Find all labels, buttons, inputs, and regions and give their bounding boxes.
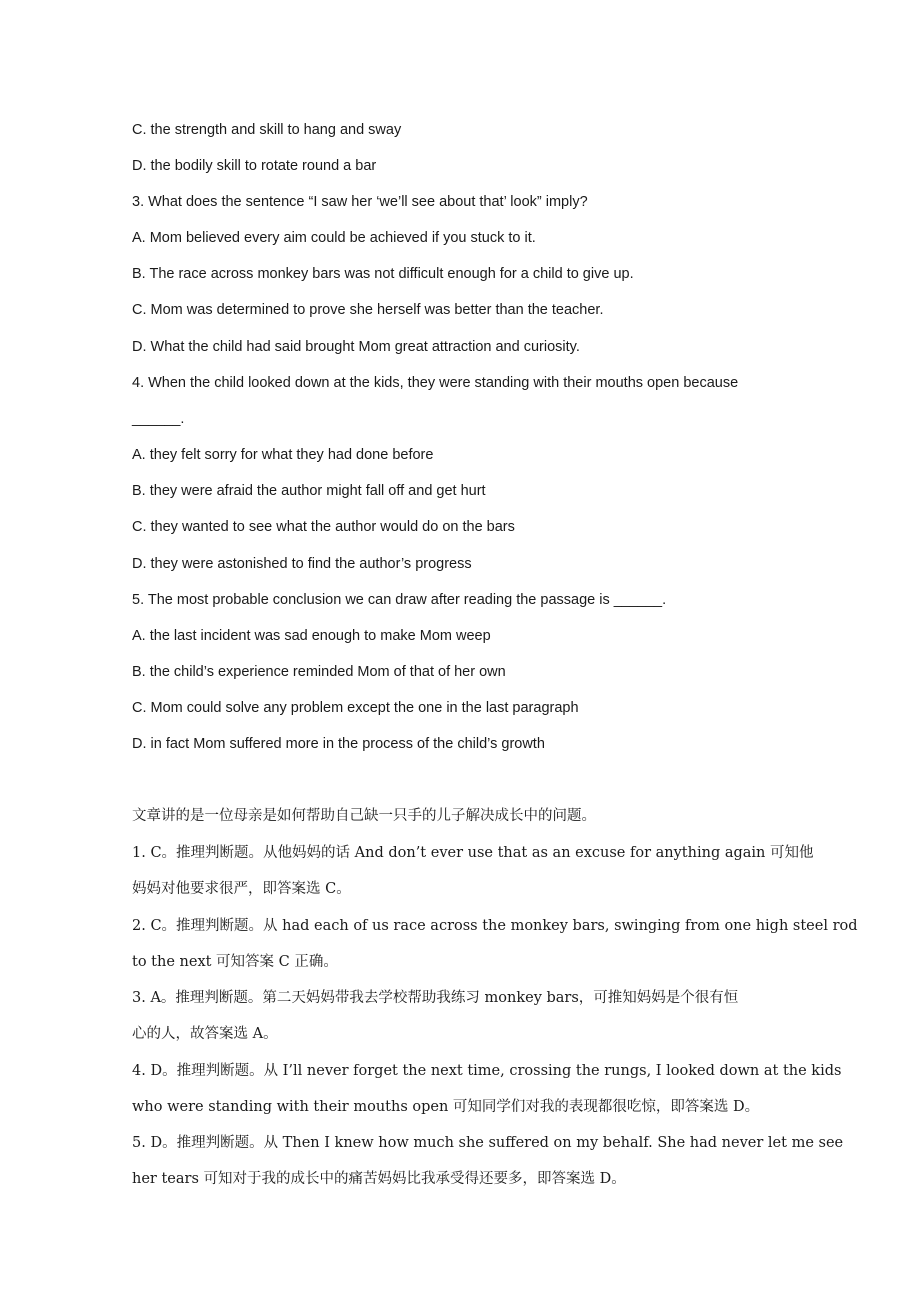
answer-4-line-1: 4. D。推理判断题。从 I’ll never forget the next time, crossing the rungs, I looked down at the kids	[132, 1063, 842, 1079]
q3-option-a: A. Mom believed every aim could be achieved if you stuck to it.	[132, 230, 536, 246]
q3-stem: 3. What does the sentence “I saw her ‘we’ll see about that’ look” imply?	[132, 194, 588, 210]
answer-5-line-2: her tears 可知对于我的成长中的痛苦妈妈比我承受得还要多，即答案选 D。	[132, 1171, 626, 1187]
q3-option-d: D. What the child had said brought Mom great attraction and curiosity.	[132, 339, 580, 355]
q3-option-c: C. Mom was determined to prove she herself was better than the teacher.	[132, 302, 604, 318]
q4-option-c: C. they wanted to see what the author would do on the bars	[132, 519, 515, 535]
q4-option-a: A. they felt sorry for what they had done before	[132, 447, 434, 463]
q5-option-c: C. Mom could solve any problem except the one in the last paragraph	[132, 700, 579, 716]
q3-option-b: B. The race across monkey bars was not difficult enough for a child to give up.	[132, 266, 634, 282]
answer-3-line-2: 心的人，故答案选 A。	[132, 1026, 278, 1042]
q2-option-d: D. the bodily skill to rotate round a bar	[132, 158, 377, 174]
answer-5-line-1: 5. D。推理判断题。从 Then I knew how much she suffered on my behalf. She had never let me see	[132, 1135, 844, 1151]
q4-stem: 4. When the child looked down at the kids, they were standing with their mouths open because	[132, 375, 739, 391]
q2-option-c: C. the strength and skill to hang and sway	[132, 122, 402, 138]
q4-stem-blank: ______.	[132, 411, 185, 427]
answer-2-line-2: to the next 可知答案 C 正确。	[132, 954, 338, 970]
answer-1-line-2: 妈妈对他要求很严，即答案选 C。	[132, 881, 351, 897]
q5-option-b: B. the child’s experience reminded Mom of that of her own	[132, 664, 506, 680]
q5-option-d: D. in fact Mom suffered more in the process of the child’s growth	[132, 736, 545, 752]
q4-option-b: B. they were afraid the author might fall off and get hurt	[132, 483, 486, 499]
explanation-summary: 文章讲的是一位母亲是如何帮助自己缺一只手的儿子解决成长中的问题。	[132, 808, 596, 824]
answer-2-line-1: 2. C。推理判断题。从 had each of us race across the monkey bars, swinging from one high steel rod	[132, 918, 858, 934]
q5-stem: 5. The most probable conclusion we can draw after reading the passage is ______.	[132, 592, 667, 608]
answer-3-line-1: 3. A。推理判断题。第二天妈妈带我去学校帮助我练习 monkey bars，可推知妈妈是个很有恒	[132, 990, 739, 1006]
answer-4-line-2: who were standing with their mouths open 可知同学们对我的表现都很吃惊，即答案选 D。	[132, 1099, 760, 1115]
answer-1-line-1: 1. C。推理判断题。从他妈妈的话 And don’t ever use that as an excuse for anything again 可知他	[132, 845, 814, 861]
q4-option-d: D. they were astonished to find the author’s progress	[132, 556, 472, 572]
q5-option-a: A. the last incident was sad enough to make Mom weep	[132, 628, 491, 644]
